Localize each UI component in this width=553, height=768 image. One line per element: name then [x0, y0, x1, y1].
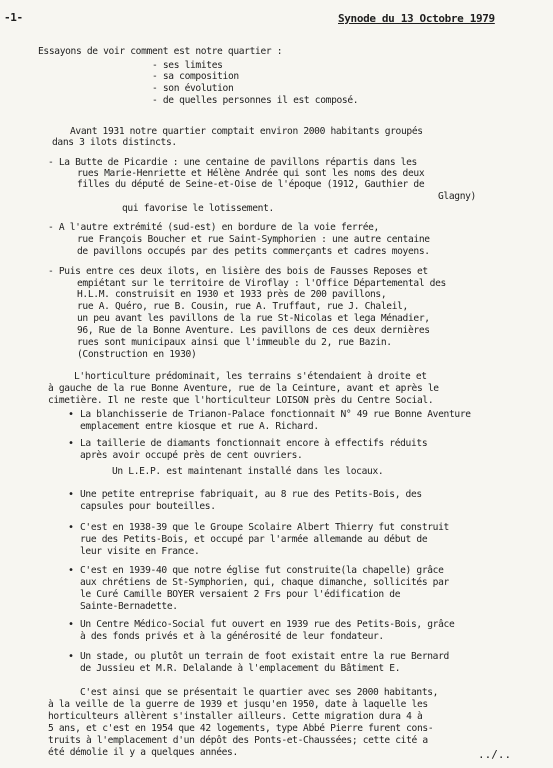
- fact-text: Un Centre Médico-Social fut ouvert en 1939 rue des Petits-Bois, grâce: [80, 619, 455, 630]
- intro-item: - ses limites: [152, 60, 223, 71]
- fact-text: le Curé Camille BOYER versaient 2 Frs pour l'édification de: [80, 589, 401, 600]
- bullet-dot: •: [68, 522, 75, 533]
- horticulture-text: à gauche de la rue Bonne Aventure, rue de la Ceinture, avant et après le: [48, 383, 439, 394]
- hlm-text: rues sont municipaux ainsi que l'immeuble du 2, rue Bazin.: [77, 337, 392, 348]
- history-text: Avant 1931 notre quartier comptait environ 2000 habitants groupés: [70, 126, 423, 137]
- closing-text: été démolie il y a quelques années.: [48, 747, 238, 758]
- fact-text: Une petite entreprise fabriquait, au 8 rue des Petits-Bois, des: [80, 489, 422, 500]
- horticulture-text: cimetière. Il ne reste que l'horticulteur LOISON près du Centre Social.: [48, 395, 434, 406]
- hlm-text: (Construction en 1930): [77, 349, 197, 360]
- fact-text: C'est en 1939-40 que notre église fut construite(la chapelle) grâce: [80, 565, 444, 576]
- closing-text: 5 ans, et c'est en 1954 que 42 logements, type Abbé Pierre furent cons-: [48, 723, 434, 734]
- fact-text: Sainte-Bernadette.: [80, 601, 178, 612]
- hlm-text: - Puis entre ces deux ilots, en lisière des bois de Fausses Reposes et: [48, 266, 428, 277]
- closing-text: truits à l'emplacement d'un dépôt des Ponts-et-Chaussées; cette cité a: [48, 735, 428, 746]
- fact-text: capsules pour bouteilles.: [80, 501, 216, 512]
- bullet-dot: •: [68, 438, 75, 449]
- fact-text: emplacement entre kiosque et rue A. Richard.: [80, 421, 319, 432]
- bullet-dot: •: [68, 619, 75, 630]
- fact-text: leur visite en France.: [80, 546, 200, 557]
- intro-item: - sa composition: [152, 71, 239, 82]
- butte-text: rues Marie-Henriette et Hélène Andrée qui sont les noms des deux: [77, 168, 425, 179]
- hlm-text: H.L.M. construisit en 1930 et 1933 près de 200 pavillons,: [77, 289, 387, 300]
- fact-text: Un L.E.P. est maintenant installé dans les locaux.: [112, 466, 384, 477]
- southeast-text: - A l'autre extrémité (sud-est) en bordure de la voie ferrée,: [48, 222, 379, 233]
- fact-text: La blanchisserie de Trianon-Palace fonctionnait N° 49 rue Bonne Aventure: [80, 409, 471, 420]
- fact-text: à des fonds privés et à la générosité de leur fondateur.: [80, 631, 384, 642]
- butte-text: - La Butte de Picardie : une centaine de pavillons répartis dans les: [48, 157, 417, 168]
- intro-item: - de quelles personnes il est composé.: [152, 95, 359, 106]
- hlm-text: un peu avant les pavillons de la rue St-Nicolas et lega Ménadier,: [77, 313, 430, 324]
- fact-text: La taillerie de diamants fonctionnait encore à effectifs réduits: [80, 438, 428, 449]
- horticulture-text: L'horticulture prédominait, les terrains s'étendaient à droite et: [74, 371, 427, 382]
- continued-marker: ../..: [478, 748, 512, 761]
- fact-text: Un stade, ou plutôt un terrain de foot existait entre la rue Bernard: [80, 651, 449, 662]
- page-marker: -1-: [4, 11, 23, 24]
- fact-text: C'est en 1938-39 que le Groupe Scolaire Albert Thierry fut construit: [80, 522, 449, 533]
- synod-title: Synode du 13 Octobre 1979: [338, 12, 495, 25]
- bullet-dot: •: [68, 651, 75, 662]
- fact-text: après avoir occupé près de cent ouvriers.: [80, 450, 303, 461]
- hlm-text: rue A. Quéro, rue B. Cousin, rue A. Truffaut, rue J. Chaleil,: [77, 301, 408, 312]
- bullet-dot: •: [68, 409, 75, 420]
- history-text: dans 3 ilots distincts.: [52, 137, 177, 148]
- closing-text: C'est ainsi que se présentait le quartier avec ses 2000 habitants,: [80, 687, 439, 698]
- southeast-text: rue François Boucher et rue Saint-Symphorien : une autre centaine: [77, 234, 430, 245]
- fact-text: aux chrétiens de St-Symphorien, qui, chaque dimanche, sollicités par: [80, 577, 449, 588]
- butte-text: qui favorise le lotissement.: [122, 203, 274, 214]
- butte-text: Glagny): [438, 191, 476, 202]
- intro-item: - son évolution: [152, 83, 234, 94]
- bullet-dot: •: [68, 565, 75, 576]
- closing-text: à la veille de la guerre de 1939 et jusqu'en 1950, date à laquelle les: [48, 699, 428, 710]
- southeast-text: de pavillons occupés par des petits commerçants et cadres moyens.: [77, 246, 430, 257]
- fact-text: de Jussieu et M.R. Delalande à l'emplacement du Bâtiment E.: [80, 663, 401, 674]
- fact-text: rue des Petits-Bois, et occupé par l'armée allemande au début de: [80, 534, 428, 545]
- hlm-text: empiétant sur le territoire de Viroflay : l'Office Départemental des: [77, 278, 446, 289]
- bullet-dot: •: [68, 489, 75, 500]
- intro-lead: Essayons de voir comment est notre quartier :: [38, 46, 283, 57]
- hlm-text: 96, Rue de la Bonne Aventure. Les pavillons de ces deux dernières: [77, 325, 430, 336]
- butte-text: filles du député de Seine-et-Oise de l'époque (1912, Gauthier de: [77, 179, 425, 190]
- closing-text: horticulteurs allèrent s'installer ailleurs. Cette migration dura 4 à: [48, 711, 423, 722]
